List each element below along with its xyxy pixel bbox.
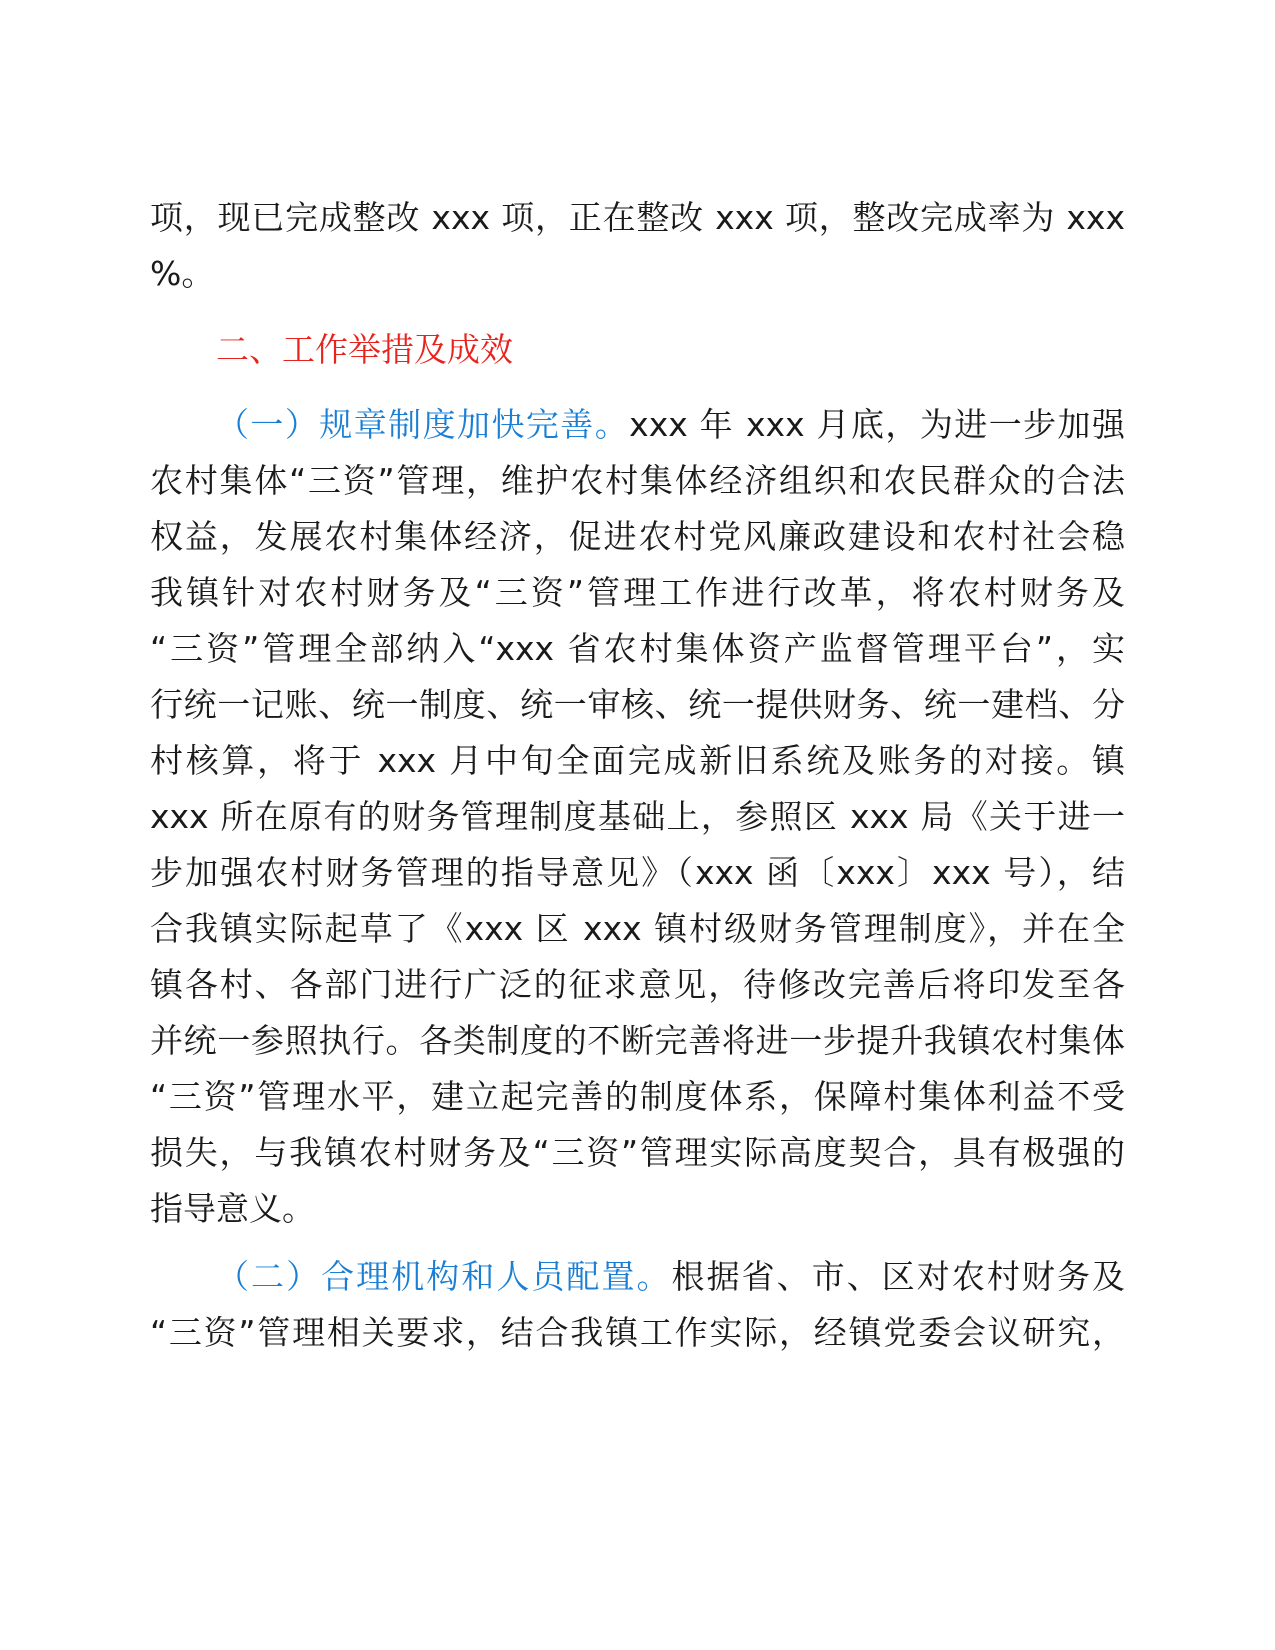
paragraph-1-line: 步加强农村财务管理的指导意见》（xxx 函〔xxx〕xxx 号），结: [150, 853, 1125, 892]
intro-paragraph: [150, 190, 1125, 302]
paragraph-1-line: 行统一记账、统一制度、统一审核、统一提供财务、统一建档、分: [150, 685, 1125, 724]
paragraph-1-line: 村核算，将于 xxx 月中旬全面完成新旧系统及账务的对接。镇: [150, 741, 1125, 780]
paragraph-1-first-line: [150, 397, 1125, 453]
paragraph-2-first-line-text: 根据省、市、区对农村财务及: [671, 1257, 1125, 1296]
paragraph-2-first-line: [150, 1249, 1125, 1305]
paragraph-1-line: 并统一参照执行。各类制度的不断完善将进一步提升我镇农村集体: [150, 1021, 1125, 1060]
paragraph-1: [150, 397, 1125, 1237]
paragraph-1-line: 损失，与我镇农村财务及“三资”管理实际高度契合，具有极强的: [150, 1133, 1125, 1172]
paragraph-1-line: 合我镇实际起草了《xxx 区 xxx 镇村级财务管理制度》，并在全: [150, 909, 1125, 948]
intro-line-2: %。: [150, 254, 215, 293]
paragraph-1-line: xxx 所在原有的财务管理制度基础上，参照区 xxx 局《关于进一: [150, 797, 1125, 836]
paragraph-1-line: “三资”管理水平，建立起完善的制度体系，保障村集体利益不受: [150, 1077, 1125, 1116]
paragraph-1-line: 我镇针对农村财务及“三资”管理工作进行改革，将农村财务及: [150, 573, 1125, 612]
section-heading: 二、工作举措及成效: [216, 330, 513, 369]
paragraph-1-line: 权益，发展农村集体经济，促进农村党风廉政建设和农村社会稳: [150, 517, 1125, 556]
intro-line-1: 项，现已完成整改 xxx 项，正在整改 xxx 项，整改完成率为 xxx: [150, 198, 1125, 237]
paragraph-2: [150, 1249, 1125, 1361]
paragraph-1-line: 指导意义。: [150, 1189, 315, 1228]
section-heading-block: [150, 322, 1125, 378]
paragraph-1-subheading: （一）规章制度加快完善。: [216, 405, 630, 444]
paragraph-2-line: “三资”管理相关要求，结合我镇工作实际，经镇党委会议研究，: [150, 1313, 1125, 1352]
paragraph-2-subheading: （二）合理机构和人员配置。: [216, 1257, 672, 1296]
paragraph-1-line: “三资”管理全部纳入“xxx 省农村集体资产监督管理平台”，实: [150, 629, 1125, 668]
paragraph-1-line: 农村集体“三资”管理，维护农村集体经济组织和农民群众的合法: [150, 461, 1125, 500]
paragraph-1-line: 镇各村、各部门进行广泛的征求意见，待修改完善后将印发至各: [150, 965, 1125, 1004]
paragraph-1-first-line-text: xxx 年 xxx 月底，为进一步加强: [629, 405, 1125, 444]
